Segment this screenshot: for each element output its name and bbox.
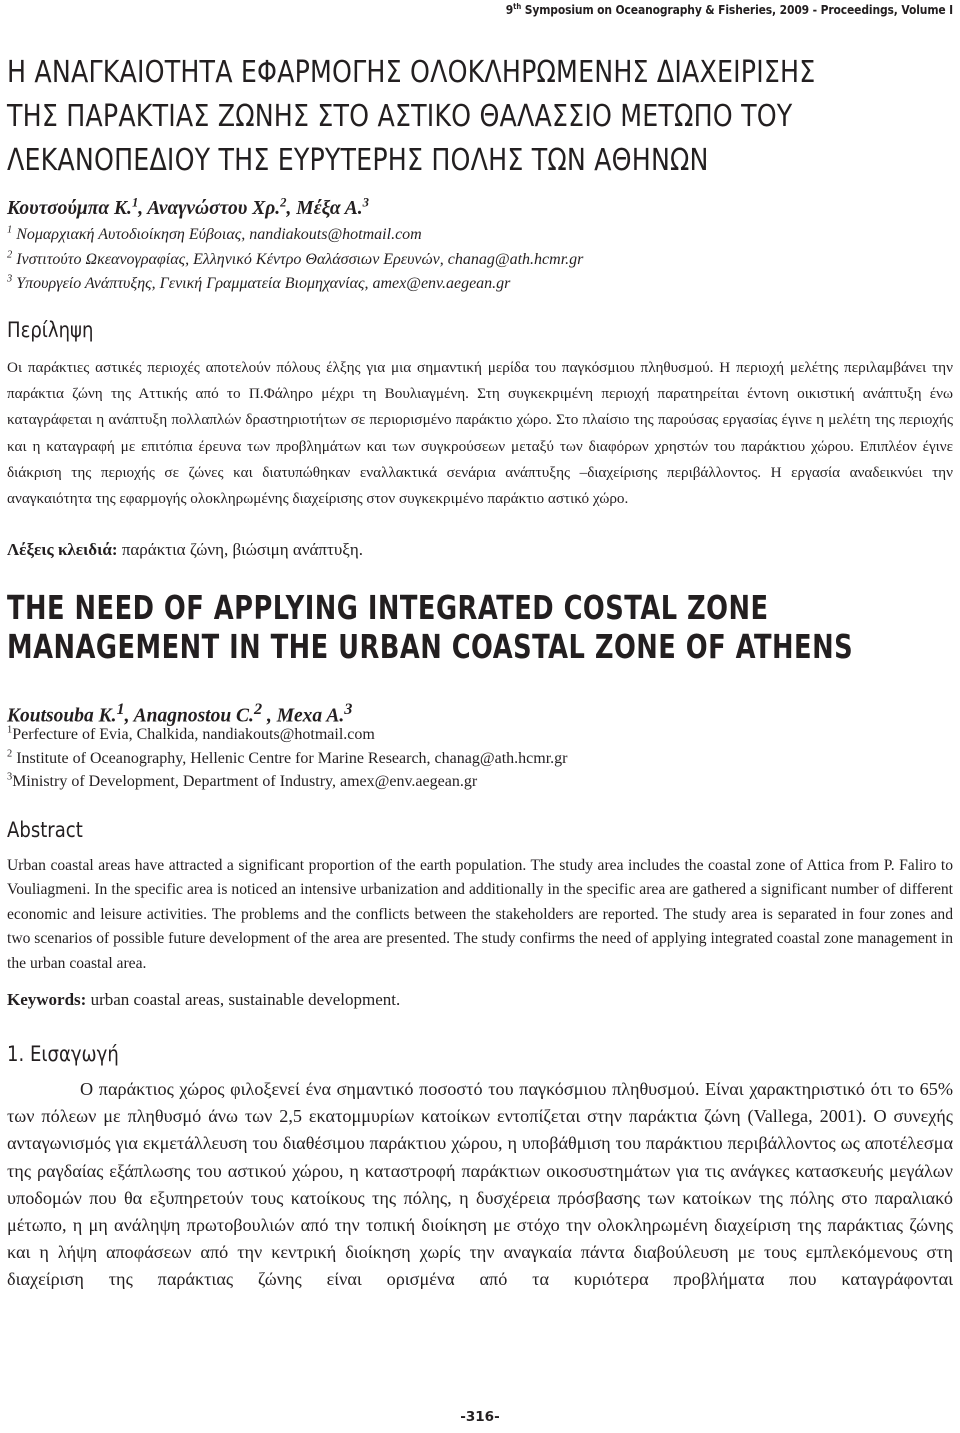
affiliation-mark: 2 <box>7 748 13 760</box>
author-name: , Αναγνώστου Χρ. <box>138 198 281 219</box>
author-affiliation-mark: 1 <box>116 700 125 718</box>
introduction-body <box>7 1076 953 1321</box>
author-affiliation-mark: 2 <box>253 700 263 718</box>
english-abstract-heading: Abstract <box>7 818 83 842</box>
greek-keywords <box>7 540 953 560</box>
english-abstract <box>7 854 953 976</box>
greek-abstract-text: Οι παράκτιες αστικές περιοχές αποτελούν πόλους έλξης για μια σημαντική μερίδα του παγκόσμιου πληθυσμού. Η περιοχή μελέτης περιλαμβάνει την παράκτια ζώνη της Αττικής από το Π.Φάληρο μέχρι τη Βουλιαγμένη. Στη συγκεκριμένη περιοχή παρατηρείται έντονη οικιστική ανάπτυξη ένω καταγράφεται η ανάπτυξη πολλαπλών δραστηριοτήτων σε περιορισμένο παράκτιο χώρο. Στο πλαίσιο της παρούσας εργασίας έγινε η μελέτη της περιοχής και η καταγραφή με επιτόπια έρευνα των προβλημάτων και των συγκρούσεων μεταξύ των διαφόρων χρηστών του παράκτιου χώρου. Επιπλέον έγινε διάκριση της περιοχής σε ζώνες και διατυπώθηκαν εναλλακτικά σενάρια ανάπτυξης –διαχείρισης περιβάλλοντος. Η εργασία αναδεικνύει την αναγκαιότητα της εφαρμογής ολοκληρωμένης διαχείρισης στον συγκεκριμένο παράκτιο αστικό χώρο. <box>7 359 953 508</box>
header-ordinal-suffix: th <box>513 2 522 11</box>
affiliation-text: Ινστιτούτο Ωκεανογραφίας, Ελληνικό Κέντρο Θαλάσσιων Ερευνών, chanag@ath.hcmr.gr <box>12 250 584 268</box>
keywords-label: Λέξεις κλειδιά: <box>7 540 118 559</box>
author-affiliation-mark: 1 <box>131 195 139 210</box>
english-title-line: MANAGEMENT IN THE URBAN COASTAL ZONE OF ATHENS <box>7 627 854 666</box>
author-name: Κουτσούμπα Κ. <box>7 198 132 219</box>
introduction-heading: 1. Εισαγωγή <box>7 1042 119 1066</box>
author-name: , Mexa A. <box>262 705 345 727</box>
affiliation-line <box>7 223 953 248</box>
greek-title-line: Η ΑΝΑΓΚΑΙΟΤΗΤΑ ΕΦΑΡΜΟΓΗΣ ΟΛΟΚΛΗΡΩΜΕΝΗΣ ΔΙΑΧΕΙΡΙΣΗΣ <box>7 55 816 90</box>
running-header <box>506 2 953 17</box>
english-title-line: THE NEED OF APPLYING INTEGRATED COSTAL ZONE <box>7 588 769 627</box>
greek-title <box>7 51 920 183</box>
greek-abstract <box>7 355 953 512</box>
affiliation-mark: 3 <box>7 771 13 783</box>
greek-title-line: ΛΕΚΑΝΟΠΕΔΙΟΥ ΤΗΣ ΕΥΡΥΤΕΡΗΣ ΠΟΛΗΣ ΤΩΝ ΑΘΗΝΩΝ <box>7 143 709 178</box>
affiliation-mark: 3 <box>7 273 13 285</box>
english-affiliations <box>7 723 953 794</box>
affiliation-line <box>7 272 953 297</box>
header-symposium-text: Symposium on Oceanography & Fisheries, 2009 - Proceedings, Volume I <box>521 2 953 18</box>
author-affiliation-mark: 3 <box>362 195 369 210</box>
english-keywords <box>7 990 953 1010</box>
affiliation-text: Νομαρχιακή Αυτοδιοίκηση Εύβοιας, nandiakouts@hotmail.com <box>12 226 422 243</box>
affiliation-line <box>7 770 953 794</box>
affiliation-text: Ministry of Development, Department of Industry, amex@env.aegean.gr <box>12 773 478 790</box>
author-name: , Μέξα Α. <box>286 198 363 219</box>
english-title <box>7 588 943 666</box>
affiliation-mark: 2 <box>7 249 13 261</box>
greek-abstract-heading: Περίληψη <box>7 318 94 342</box>
affiliation-line <box>7 723 953 747</box>
keywords-text: παράκτια ζώνη, βιώσιμη ανάπτυξη. <box>117 540 363 559</box>
affiliation-text: Perfecture of Evia, Chalkida, nandiakouts@hotmail.com <box>12 726 375 743</box>
page-number: -316- <box>460 1409 500 1425</box>
affiliation-mark: 1 <box>7 224 13 236</box>
affiliation-mark: 1 <box>7 724 13 736</box>
keywords-text: urban coastal areas, sustainable development. <box>86 990 401 1009</box>
affiliation-text: Υπουργείο Ανάπτυξης, Γενική Γραμματεία Βιομηχανίας, amex@env.aegean.gr <box>12 275 511 292</box>
greek-affiliations <box>7 223 953 297</box>
affiliation-text: Institute of Oceanography, Hellenic Centre for Marine Research, chanag@ath.hcmr.gr <box>12 749 568 767</box>
author-affiliation-mark: 2 <box>280 195 287 210</box>
english-abstract-text: Urban coastal areas have attracted a significant proportion of the earth population. The study area includes the coastal zone of Attica from P. Faliro to Vouliagmeni. In the specific area is noticed an intensive urbanization and additionally in the specific area are gathered a significant number of different economic and leisure activities. The problems and the conflicts between the stakeholders are reported. The study area is separated in four zones and two scenarios of possible future development of the area are presented. The study confirms the need of applying integrated coastal zone management in the urban coastal area. <box>7 857 953 972</box>
keywords-label: Keywords: <box>7 990 87 1009</box>
author-name: , Anagnostou C. <box>124 705 254 727</box>
greek-authors <box>7 195 953 220</box>
introduction-paragraph: Ο παράκτιος χώρος φιλοξενεί ένα σημαντικό ποσοστό του παγκόσμιου πληθυσμού. Είναι χαρακτηριστικό ότι το 65% των πόλεων με πληθυσμό άνω των 2,5 εκατομμυρίων κατοίκων εντοπίζεται στην παράκτια ζώνη (Vallega, 2001). Ο συνεχής ανταγωνισμός για εκμετάλλευση του διαθέσιμου παράκτιου χώρου, η υποβάθμιση του παράκτιου περιβάλλοντος ως αποτέλεσμα της ραγδαίας εξάπλωσης του αστικού χώρου, η καταστροφή παράκτιων οικοσυστημάτων για τις ανάγκες κατασκευής μεγάλων υποδομών που θα εξυπηρετούν τους κατοίκους της πόλης, η δυσχέρεια πρόσβασης των κατοίκων της πόλης στο παραλιακό μέτωπο, η μη ανάληψη πρωτοβουλιών από την τοπική διοίκηση με στόχο την ολοκληρωμένη διαχείριση της παράκτιας ζώνης και η λήψη αποφάσεων από την κεντρική διοίκηση χωρίς την αναγκαία πάντα διαβούλευση με τους εμπλεκόμενους στη διαχείριση της παράκτιας ζώνης είναι ορισμένα από τα κυριότερα προβλήματα που καταγράφονται <box>7 1079 953 1290</box>
author-name: Koutsouba K. <box>7 705 117 727</box>
header-symposium-number: 9 <box>505 2 514 18</box>
affiliation-line <box>7 248 953 273</box>
author-affiliation-mark: 3 <box>344 700 353 718</box>
affiliation-line <box>7 747 953 771</box>
greek-title-line: ΤΗΣ ΠΑΡΑΚΤΙΑΣ ΖΩΝΗΣ ΣΤΟ ΑΣΤΙΚΟ ΘΑΛΑΣΣΙΟ ΜΕΤΩΠΟ ΤΟΥ <box>7 99 793 134</box>
